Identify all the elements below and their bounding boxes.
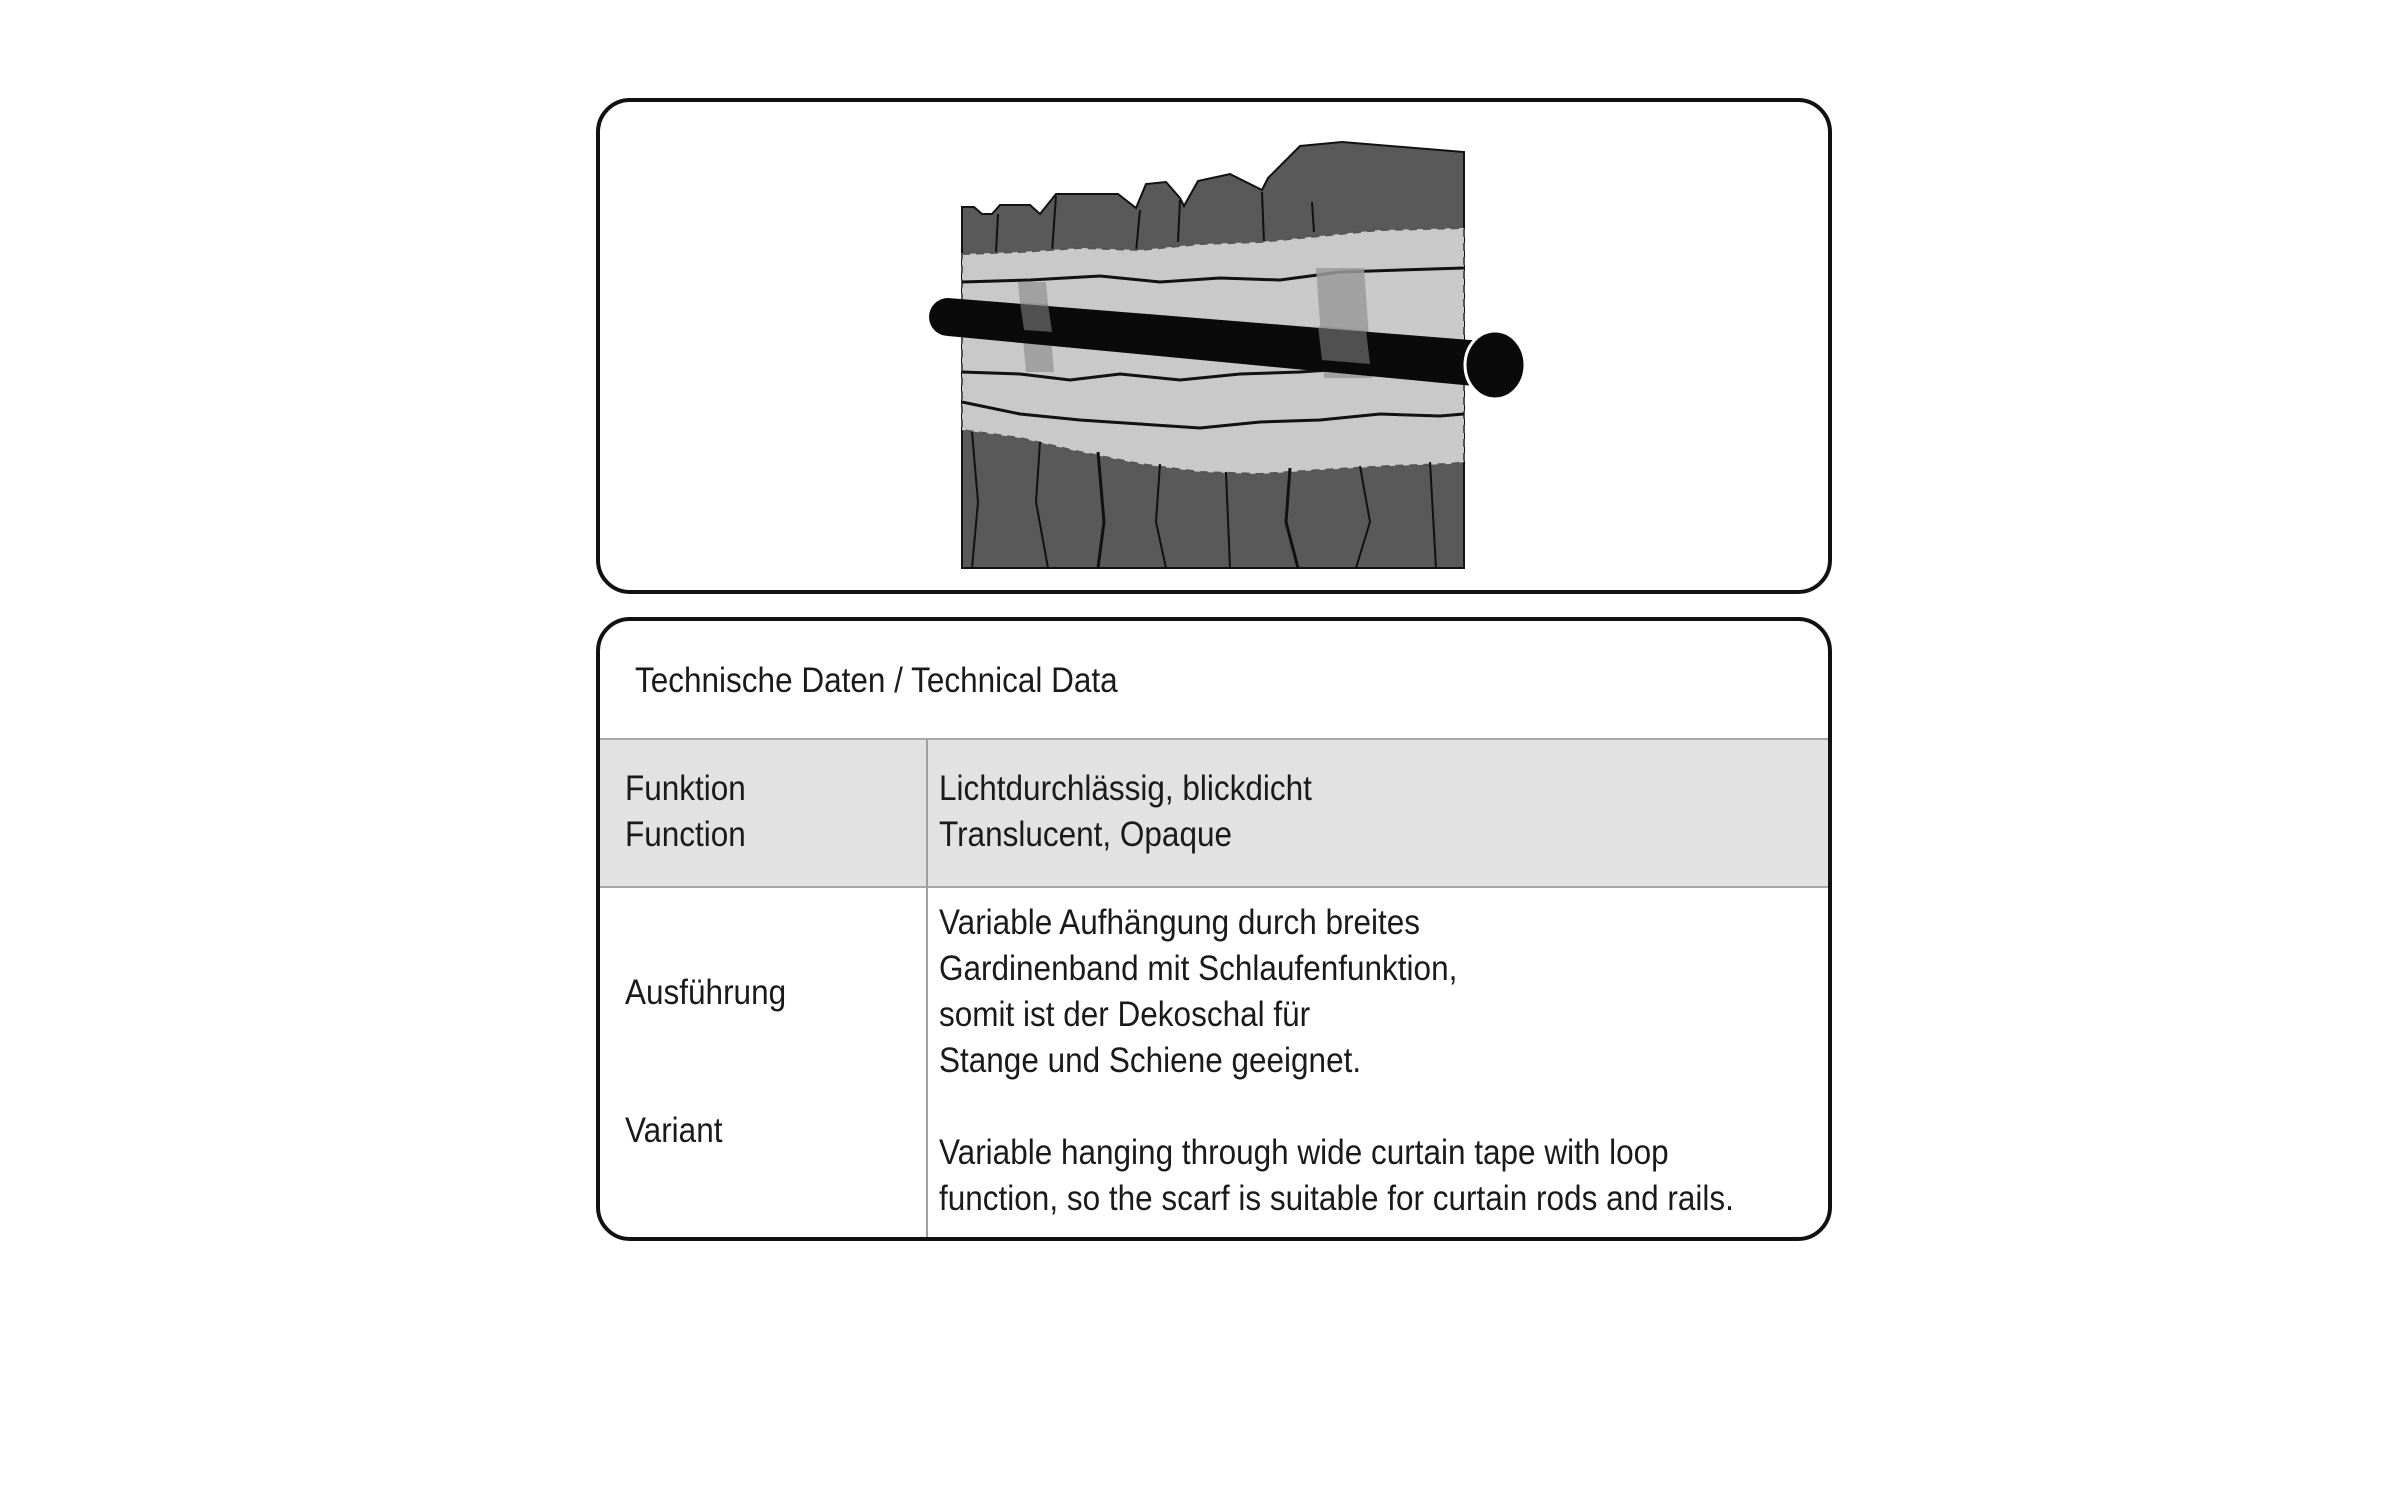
value-en: Translucent, Opaque (939, 815, 1233, 854)
label-de: Funktion (625, 769, 746, 808)
rod-end (1465, 331, 1525, 399)
label-en: Variant (625, 1111, 723, 1150)
row-label (625, 766, 746, 858)
technical-data-table (596, 617, 1832, 1241)
label-de: Ausführung (625, 973, 787, 1012)
illustration-panel (596, 98, 1832, 594)
table-row-variant (600, 886, 1828, 1237)
row-value (939, 766, 1312, 858)
value-de: Variable Aufhängung durch breites Gardinenband mit Schlaufenfunktion, somit ist der Dekoschal für Stange und Schiene geeignet. (939, 903, 1458, 1080)
label-en: Function (625, 815, 746, 854)
column-divider (926, 740, 928, 886)
curtain-rod-illustration (600, 102, 1828, 590)
table-row-function (600, 738, 1828, 888)
value-de: Lichtdurchlässig, blickdicht (939, 769, 1312, 808)
value-en: Variable hanging through wide curtain tape with loop function, so the scarf is suitable for curtain rods and rails. (939, 1133, 1734, 1218)
column-divider (926, 886, 928, 1237)
table-title: Technische Daten / Technical Data (635, 661, 1118, 700)
